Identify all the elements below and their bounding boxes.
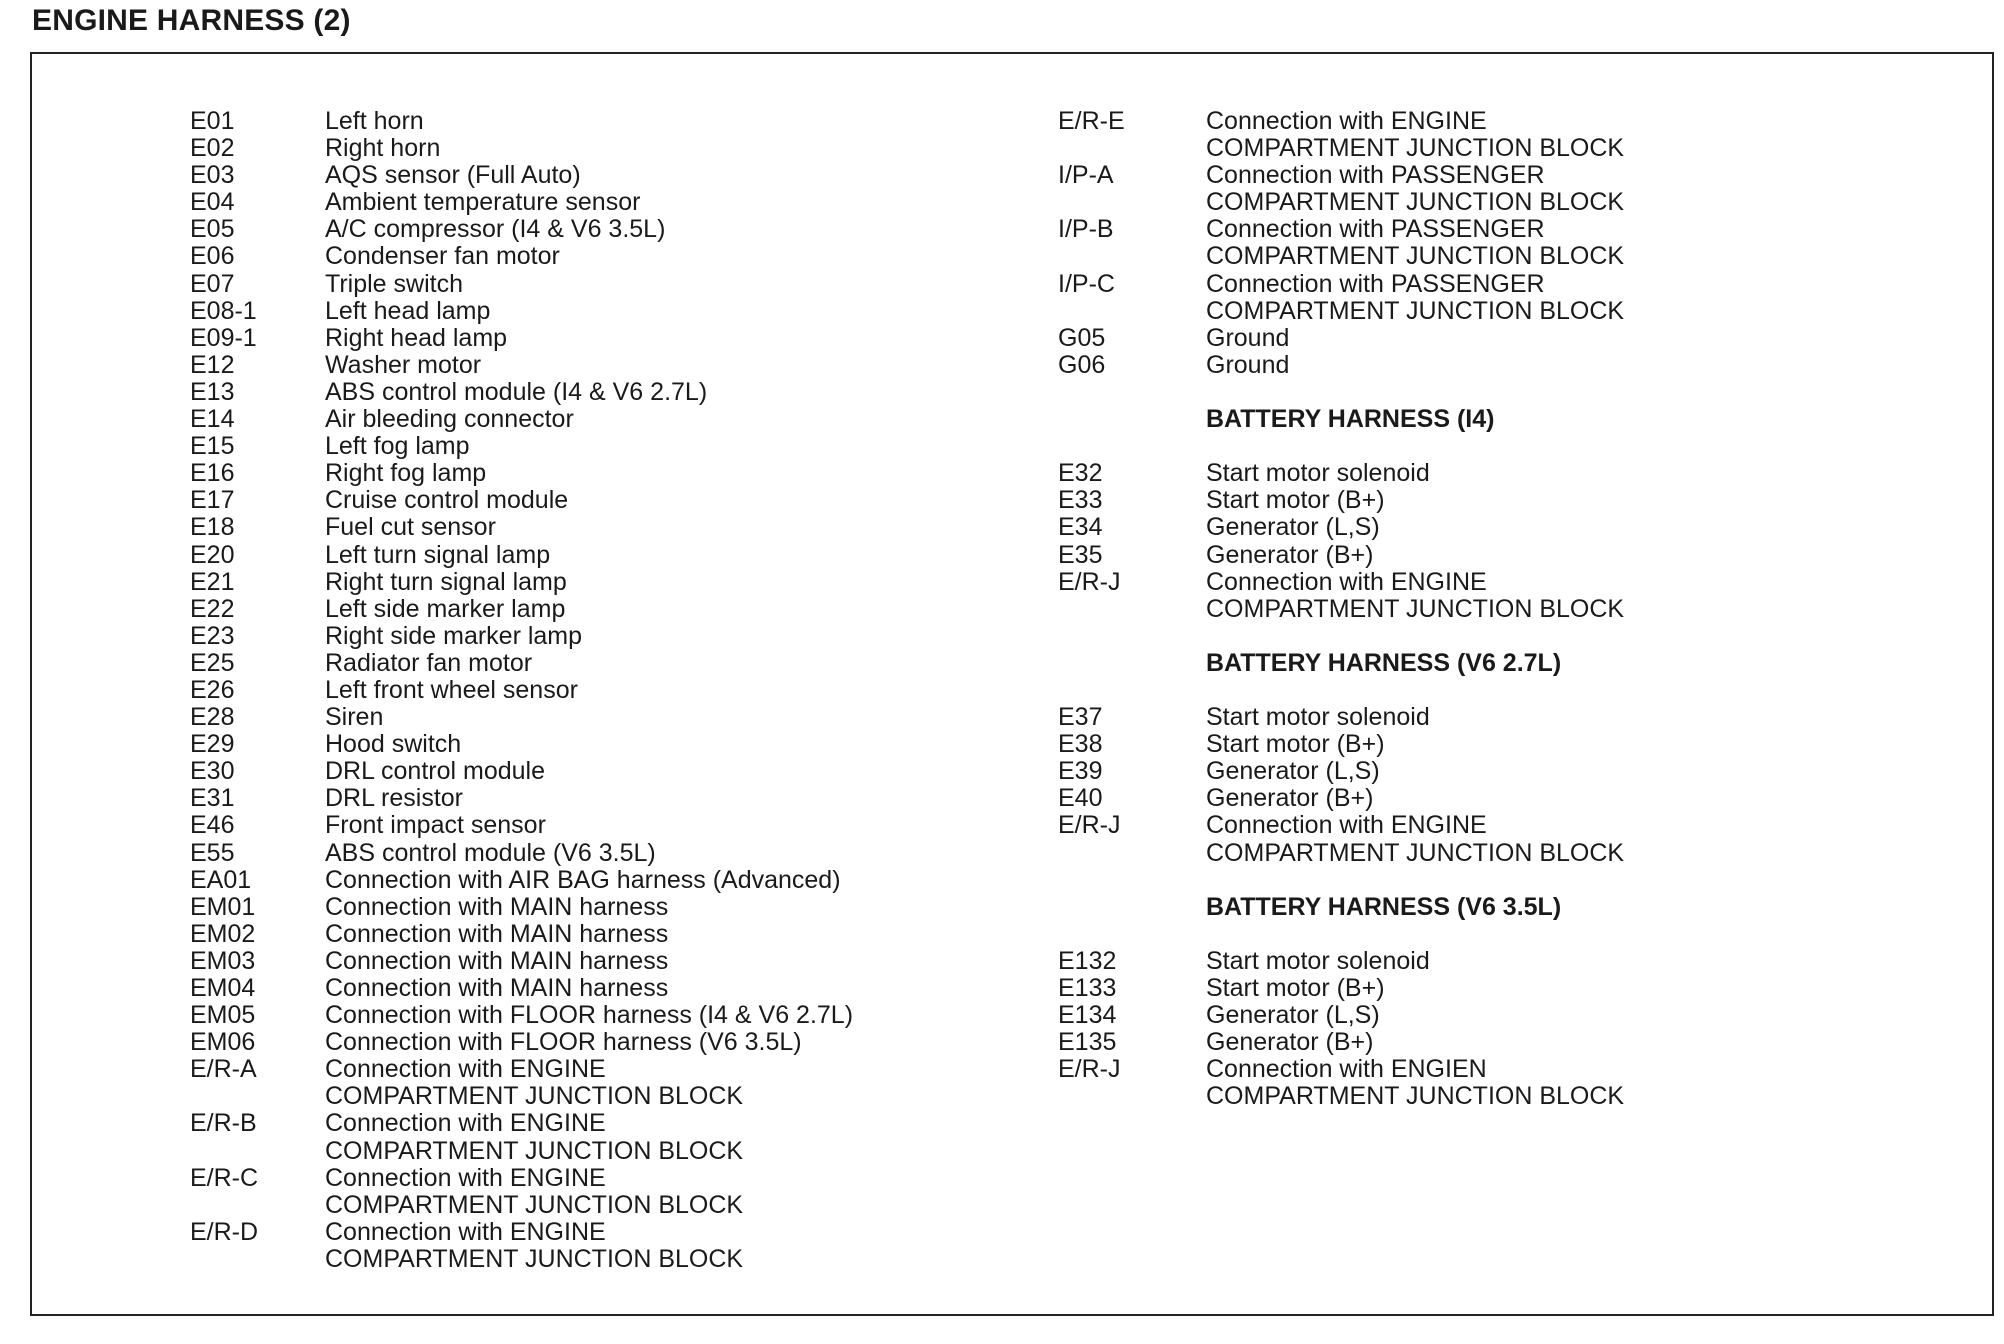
connector-entry bbox=[190, 108, 853, 135]
connector-description: Connection with ENGINE COMPARTMENT JUNCTION BLOCK bbox=[1206, 567, 1625, 623]
connector-code: E/R-J bbox=[1058, 811, 1121, 840]
connector-code: E26 bbox=[190, 675, 235, 704]
connector-description: Hood switch bbox=[325, 730, 462, 759]
connector-code: E/R-A bbox=[190, 1055, 257, 1084]
connector-description: Connection with FLOOR harness (V6 3.5L) bbox=[325, 1028, 802, 1057]
spacer bbox=[1058, 623, 1624, 650]
connector-description: Generator (L,S) bbox=[1206, 757, 1380, 786]
connector-code: E/R-B bbox=[190, 1109, 257, 1138]
connector-description: Left horn bbox=[325, 107, 424, 135]
connector-description: Left front wheel sensor bbox=[325, 675, 578, 704]
connector-description: Generator (L,S) bbox=[1206, 513, 1380, 542]
connector-entry bbox=[1058, 785, 1624, 812]
spacer bbox=[1058, 921, 1624, 948]
connector-description: Connection with ENGINE COMPARTMENT JUNCTION BLOCK bbox=[325, 1055, 744, 1111]
connector-description: Right side marker lamp bbox=[325, 621, 583, 650]
section-heading: BATTERY HARNESS (I4) bbox=[1206, 405, 1495, 434]
connector-code: E/R-D bbox=[190, 1217, 259, 1246]
connector-entry bbox=[1058, 514, 1624, 541]
connector-code: E40 bbox=[1058, 784, 1103, 813]
connector-description: Connection with ENGINE COMPARTMENT JUNCTION BLOCK bbox=[325, 1109, 744, 1165]
connector-entry bbox=[1058, 271, 1624, 325]
connector-description: AQS sensor (Full Auto) bbox=[325, 161, 581, 190]
connector-code: E12 bbox=[190, 350, 235, 379]
connector-code: E35 bbox=[1058, 540, 1103, 569]
connector-code: EA01 bbox=[190, 865, 252, 894]
connector-description: Front impact sensor bbox=[325, 811, 546, 840]
connector-entry bbox=[190, 162, 853, 189]
connector-description: Siren bbox=[325, 703, 384, 732]
spacer bbox=[1058, 379, 1624, 406]
connector-description: Connection with MAIN harness bbox=[325, 892, 669, 921]
connector-entry bbox=[1058, 731, 1624, 758]
connector-entry bbox=[190, 758, 853, 785]
connector-code: E14 bbox=[190, 405, 235, 434]
connector-description: Left side marker lamp bbox=[325, 594, 566, 623]
connector-entry bbox=[1058, 948, 1624, 975]
connector-entry bbox=[190, 948, 853, 975]
connector-description: Ambient temperature sensor bbox=[325, 188, 641, 217]
connector-code: E34 bbox=[1058, 513, 1103, 542]
connector-entry bbox=[1058, 1002, 1624, 1029]
connector-entry bbox=[190, 542, 853, 569]
connector-entry bbox=[1058, 704, 1624, 731]
connector-code: E46 bbox=[190, 811, 235, 840]
connector-code: I/P-B bbox=[1058, 215, 1114, 244]
connector-code: E03 bbox=[190, 161, 235, 190]
connector-description: Connection with FLOOR harness (I4 & V6 2.7L) bbox=[325, 1001, 854, 1030]
connector-entry bbox=[1058, 325, 1624, 352]
connector-code: E09-1 bbox=[190, 323, 257, 352]
connector-entry bbox=[190, 1002, 853, 1029]
connector-code: E07 bbox=[190, 269, 235, 298]
connector-code: E134 bbox=[1058, 1001, 1117, 1030]
connector-entry bbox=[1058, 1029, 1624, 1056]
connector-description: ABS control module (V6 3.5L) bbox=[325, 838, 656, 867]
connector-code: E/R-J bbox=[1058, 1055, 1121, 1084]
connector-description: ABS control module (I4 & V6 2.7L) bbox=[325, 377, 708, 406]
connector-description: Connection with MAIN harness bbox=[325, 919, 669, 948]
connector-entry bbox=[190, 352, 853, 379]
connector-entry bbox=[1058, 1056, 1624, 1110]
connector-description: Left fog lamp bbox=[325, 432, 470, 461]
connector-code: E33 bbox=[1058, 486, 1103, 515]
connector-entry bbox=[190, 975, 853, 1002]
connector-entry bbox=[1058, 975, 1624, 1002]
connector-entry bbox=[1058, 542, 1624, 569]
connector-description: Start motor solenoid bbox=[1206, 946, 1430, 975]
connector-entry bbox=[190, 785, 853, 812]
spacer bbox=[1058, 433, 1624, 460]
connector-description: Connection with ENGINE COMPARTMENT JUNCTION BLOCK bbox=[1206, 107, 1625, 163]
connector-entry bbox=[190, 921, 853, 948]
connector-code: E25 bbox=[190, 648, 235, 677]
connector-code: E13 bbox=[190, 377, 235, 406]
connector-description: Connection with AIR BAG harness (Advanced) bbox=[325, 865, 841, 894]
connector-code: E22 bbox=[190, 594, 235, 623]
connector-description: Connection with ENGIEN COMPARTMENT JUNCTION BLOCK bbox=[1206, 1055, 1625, 1111]
connector-entry bbox=[190, 514, 853, 541]
spacer bbox=[1058, 867, 1624, 894]
connector-code: E20 bbox=[190, 540, 235, 569]
connector-entry bbox=[190, 596, 853, 623]
connector-entry bbox=[1058, 108, 1624, 162]
connector-code: EM04 bbox=[190, 974, 256, 1002]
connector-code: E01 bbox=[190, 107, 235, 135]
connector-description: DRL control module bbox=[325, 757, 546, 786]
connector-code: E06 bbox=[190, 242, 235, 271]
connector-description: Triple switch bbox=[325, 269, 463, 298]
connector-entry bbox=[190, 704, 853, 731]
connector-entry bbox=[190, 1056, 853, 1110]
connector-code: G06 bbox=[1058, 350, 1106, 379]
connector-entry bbox=[190, 298, 853, 325]
connector-entry bbox=[190, 406, 853, 433]
connector-description: Generator (B+) bbox=[1206, 1028, 1374, 1057]
connector-description: Connection with PASSENGER COMPARTMENT JUNCTION BLOCK bbox=[1206, 161, 1625, 217]
connector-entry bbox=[190, 812, 853, 839]
connector-entry bbox=[190, 243, 853, 270]
connector-code: EM01 bbox=[190, 892, 256, 921]
connector-description: Start motor (B+) bbox=[1206, 486, 1385, 515]
connector-code: E21 bbox=[190, 567, 235, 596]
connector-description: Ground bbox=[1206, 350, 1290, 379]
connector-description: Ground bbox=[1206, 323, 1290, 352]
connector-code: E31 bbox=[190, 784, 235, 813]
connector-code: EM03 bbox=[190, 946, 256, 975]
connector-code: E/R-C bbox=[190, 1163, 259, 1192]
connector-code: E135 bbox=[1058, 1028, 1117, 1057]
page-title: ENGINE HARNESS (2) bbox=[32, 4, 351, 37]
connector-code: E30 bbox=[190, 757, 235, 786]
connector-entry bbox=[190, 731, 853, 758]
connector-description: Generator (L,S) bbox=[1206, 1001, 1380, 1030]
connector-entry bbox=[1058, 569, 1624, 623]
connector-description: Fuel cut sensor bbox=[325, 513, 496, 542]
connector-description: Air bleeding connector bbox=[325, 405, 574, 434]
section-heading: BATTERY HARNESS (V6 3.5L) bbox=[1206, 892, 1562, 921]
connector-entry bbox=[190, 840, 853, 867]
connector-description: Generator (B+) bbox=[1206, 784, 1374, 813]
connector-code: E05 bbox=[190, 215, 235, 244]
connector-code: E133 bbox=[1058, 974, 1117, 1002]
connector-entry bbox=[1058, 352, 1624, 379]
connector-description: Start motor solenoid bbox=[1206, 459, 1430, 488]
connector-entry bbox=[190, 623, 853, 650]
connector-entry bbox=[190, 189, 853, 216]
connector-entry bbox=[190, 271, 853, 298]
connector-code: E38 bbox=[1058, 730, 1103, 759]
connector-code: E17 bbox=[190, 486, 235, 515]
connector-entry bbox=[1058, 162, 1624, 216]
connector-description: Start motor solenoid bbox=[1206, 703, 1430, 732]
connector-code: E/R-J bbox=[1058, 567, 1121, 596]
connector-description: Connection with MAIN harness bbox=[325, 946, 669, 975]
connector-description: Connection with PASSENGER COMPARTMENT JUNCTION BLOCK bbox=[1206, 269, 1625, 325]
connector-entry bbox=[1058, 812, 1624, 866]
left-column bbox=[190, 108, 853, 1273]
connector-entry bbox=[190, 135, 853, 162]
connector-entry bbox=[1058, 460, 1624, 487]
connector-code: E/R-E bbox=[1058, 107, 1125, 135]
section-heading: BATTERY HARNESS (V6 2.7L) bbox=[1206, 648, 1562, 677]
connector-entry bbox=[1058, 758, 1624, 785]
spacer bbox=[1058, 677, 1624, 704]
connector-description: Connection with ENGINE COMPARTMENT JUNCTION BLOCK bbox=[325, 1217, 744, 1273]
connector-description: Right fog lamp bbox=[325, 459, 487, 488]
connector-code: E39 bbox=[1058, 757, 1103, 786]
connector-entry bbox=[190, 677, 853, 704]
connector-description: Washer motor bbox=[325, 350, 482, 379]
connector-code: E18 bbox=[190, 513, 235, 542]
connector-code: E132 bbox=[1058, 946, 1117, 975]
connector-code: I/P-A bbox=[1058, 161, 1114, 190]
connector-description: Left head lamp bbox=[325, 296, 491, 325]
connector-description: Connection with ENGINE COMPARTMENT JUNCTION BLOCK bbox=[1206, 811, 1625, 867]
connector-description: A/C compressor (I4 & V6 3.5L) bbox=[325, 215, 666, 244]
connector-description: Left turn signal lamp bbox=[325, 540, 551, 569]
connector-description: Generator (B+) bbox=[1206, 540, 1374, 569]
connector-entry bbox=[190, 867, 853, 894]
connector-entry bbox=[1058, 487, 1624, 514]
connector-entry bbox=[190, 1219, 853, 1273]
connector-entry bbox=[190, 894, 853, 921]
connector-description: Condenser fan motor bbox=[325, 242, 560, 271]
connector-description: Start motor (B+) bbox=[1206, 974, 1385, 1002]
connector-code: E15 bbox=[190, 432, 235, 461]
connector-entry bbox=[190, 216, 853, 243]
connector-entry bbox=[190, 379, 853, 406]
connector-code: E02 bbox=[190, 134, 235, 163]
connector-code: E32 bbox=[1058, 459, 1103, 488]
connector-description: Connection with ENGINE COMPARTMENT JUNCTION BLOCK bbox=[325, 1163, 744, 1219]
connector-description: Cruise control module bbox=[325, 486, 569, 515]
connector-code: EM05 bbox=[190, 1001, 256, 1030]
connector-description: Radiator fan motor bbox=[325, 648, 533, 677]
connector-description: Start motor (B+) bbox=[1206, 730, 1385, 759]
connector-entry bbox=[190, 1029, 853, 1056]
connector-description: Right horn bbox=[325, 134, 441, 163]
connector-code: E04 bbox=[190, 188, 235, 217]
right-column bbox=[1058, 108, 1624, 1110]
connector-description: DRL resistor bbox=[325, 784, 463, 813]
connector-code: EM02 bbox=[190, 919, 256, 948]
connector-code: G05 bbox=[1058, 323, 1106, 352]
connector-code: EM06 bbox=[190, 1028, 256, 1057]
connector-code: E37 bbox=[1058, 703, 1103, 732]
connector-entry bbox=[190, 487, 853, 514]
connector-code: E08-1 bbox=[190, 296, 257, 325]
connector-entry bbox=[190, 325, 853, 352]
connector-description: Connection with MAIN harness bbox=[325, 974, 669, 1002]
connector-code: E23 bbox=[190, 621, 235, 650]
connector-description: Connection with PASSENGER COMPARTMENT JUNCTION BLOCK bbox=[1206, 215, 1625, 271]
connector-entry bbox=[190, 460, 853, 487]
connector-code: E16 bbox=[190, 459, 235, 488]
connector-entry bbox=[190, 433, 853, 460]
connector-entry bbox=[190, 1165, 853, 1219]
connector-entry bbox=[190, 650, 853, 677]
connector-entry bbox=[190, 1110, 853, 1164]
connector-description: Right head lamp bbox=[325, 323, 508, 352]
connector-code: E28 bbox=[190, 703, 235, 732]
connector-code: E29 bbox=[190, 730, 235, 759]
connector-code: E55 bbox=[190, 838, 235, 867]
connector-code: I/P-C bbox=[1058, 269, 1115, 298]
connector-description: Right turn signal lamp bbox=[325, 567, 567, 596]
connector-entry bbox=[190, 569, 853, 596]
connector-entry bbox=[1058, 216, 1624, 270]
